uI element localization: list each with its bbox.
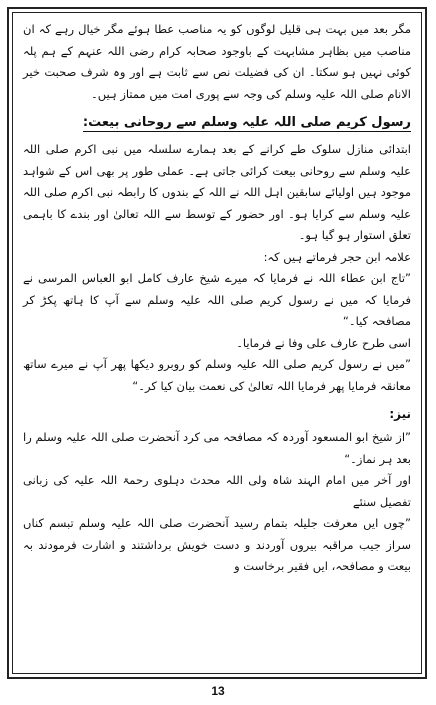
paragraph: علامہ ابن حجر فرماتے ہیں کہ: [263, 249, 411, 264]
page-number: 13 [211, 684, 225, 698]
paragraph: مگر بعد میں بہت ہی قلیل لوگوں کو یہ مناصب عطا ہوئے مگر خیال رہے کہ ان مناصب میں بظاہر مشابہت کے باوجود صحابہ کرام رضی اللہ عنہم کے ہم پلہ کوئی نہیں ہو سکتا۔ ان کی فضیلت نص سے ثابت ہے اور وہ شرف صحبت خیر الانام صلی اللہ علیہ وسلم کی وجہ سے پوری امت میں ممتاز ہیں۔ [23, 22, 411, 101]
quote-paragraph: ”چوں ایں معرفت جلیلہ بتمام رسید آنحضرت صلی اللہ علیہ وسلم تبسم کناں سراز جیب مراقبہ بیروں آوردند و دست خویش برداشتند و اشارت فرمودند بہ بیعت و مصافحہ، ایں فقیر برخاست و [23, 516, 411, 573]
quote-paragraph: ”میں نے رسول کریم صلی اللہ علیہ وسلم کو روبرو دیکھا پھر آپ نے میرے ساتھ معانقہ فرمایا پھر فرمایا اللہ تعالیٰ کی نعمت بیان کیا کر۔“ [23, 357, 411, 393]
section-heading-text: رسول کریم صلی اللہ علیہ وسلم سے روحانی بیعت: [82, 115, 411, 130]
quote-paragraph: ”تاج ابن عطاء اللہ نے فرمایا کہ میرے شیخ عارف کامل ابو العباس المرسی نے فرمایا کہ میں نے رسول کریم صلی اللہ علیہ وسلم سے آپ کا ہاتھ پکڑ کر مصافحہ کیا۔“ [23, 271, 411, 328]
paragraph: اور آخر میں امام الہند شاہ ولی اللہ محدث دہلوی رحمۃ اللہ علیہ کی زبانی تفصیل سنئے [23, 473, 411, 509]
quote-paragraph: ”از شیخ ابو المسعود آوردہ کہ مصافحہ می کرد آنحضرت صلی اللہ علیہ وسلم را بعد ہر نماز۔“ [23, 430, 411, 466]
paragraph: ابتدائی منازل سلوک طے کرانے کے بعد ہمارے سلسلہ میں نبی اکرم صلی اللہ علیہ وسلم سے روحانی بیعت کرائی جاتی ہے۔ عملی طور پر بھی اس کے شواہد موجود ہیں اولیائے سابقین اہل اللہ نے اللہ کے بندوں کا رابطہ نبی اکرم صلی اللہ علیہ وسلم سے کرایا ہو۔ اور حضور کے توسط سے اللہ تعالیٰ اور بندے کا باہمی تعلق استوار ہو گیا ہو۔ [23, 142, 411, 242]
also-label: نیز: [389, 407, 411, 421]
page-content [23, 19, 411, 578]
page-border [7, 7, 427, 679]
paragraph: اسی طرح عارف علی وفا نے فرمایا۔ [236, 335, 411, 350]
section-heading [23, 111, 411, 135]
